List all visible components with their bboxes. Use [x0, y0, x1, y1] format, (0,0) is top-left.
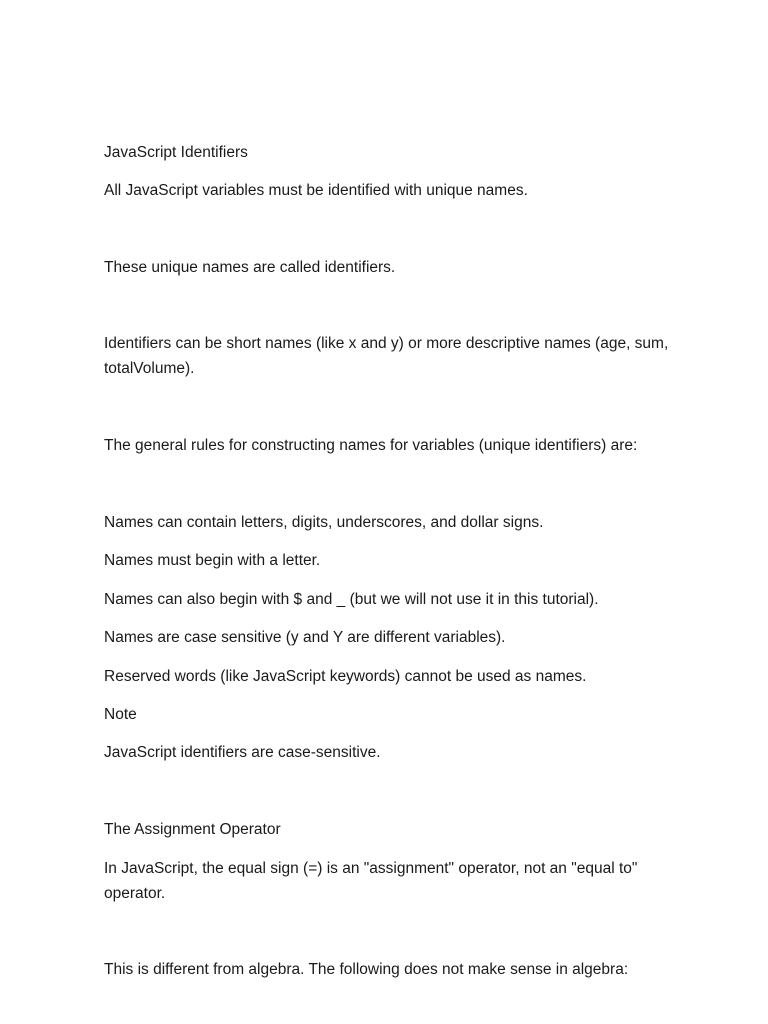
heading-javascript-identifiers: JavaScript Identifiers: [104, 144, 248, 161]
paragraph-general-rules: The general rules for constructing names for variables (unique identifiers) are:: [104, 437, 638, 454]
paragraph-unique-names: All JavaScript variables must be identified with unique names.: [104, 182, 528, 199]
paragraph-equal-sign: In JavaScript, the equal sign (=) is an "assignment" operator, not an "equal to" operator.: [104, 860, 638, 902]
rule-item: Reserved words (like JavaScript keywords) cannot be used as names.: [104, 668, 587, 685]
heading-assignment-operator: The Assignment Operator: [104, 821, 281, 838]
paragraph-short-names: Identifiers can be short names (like x and y) or more descriptive names (age, sum, totalVolume).: [104, 335, 669, 377]
note-text: JavaScript identifiers are case-sensitive.: [104, 744, 381, 761]
paragraph-algebra: This is different from algebra. The following does not make sense in algebra:: [104, 961, 629, 978]
note-label: Note: [104, 706, 137, 723]
rule-item: Names can contain letters, digits, underscores, and dollar signs.: [104, 514, 544, 531]
rule-item: Names can also begin with $ and _ (but we will not use it in this tutorial).: [104, 591, 599, 608]
paragraph-called-identifiers: These unique names are called identifiers.: [104, 259, 396, 276]
rule-item: Names are case sensitive (y and Y are different variables).: [104, 629, 506, 646]
rule-item: Names must begin with a letter.: [104, 552, 321, 569]
